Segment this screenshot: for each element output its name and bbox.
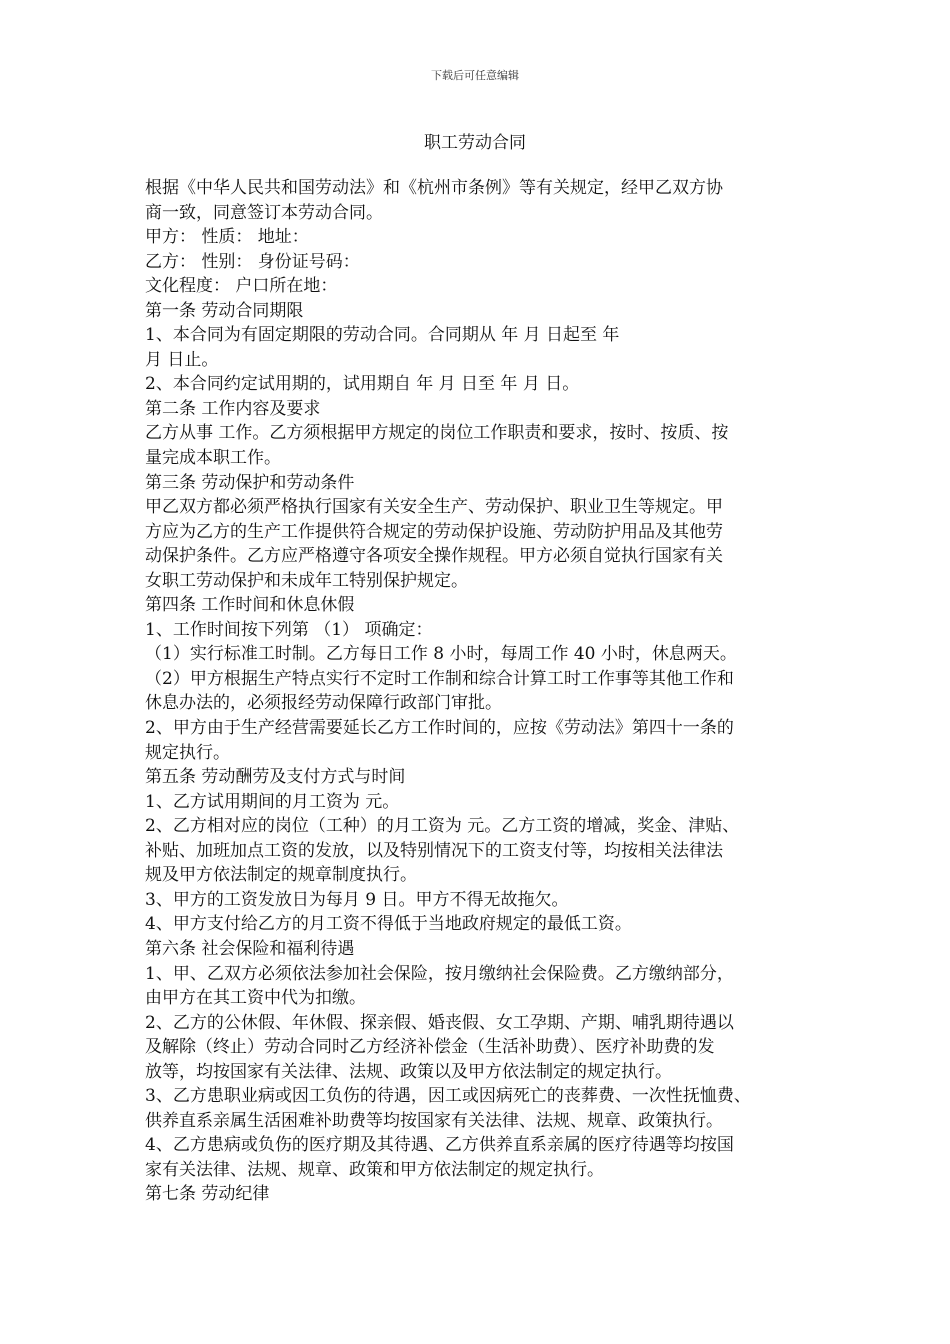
- text-line: 月 日止。: [145, 349, 219, 370]
- text-line: 甲方： 性质： 地址：: [145, 227, 309, 248]
- text-line: （1）实行标准工时制。乙方每日工作 8 小时，每周工作 40 小时，休息两天。: [145, 644, 737, 665]
- text-line: 由甲方在其工资中代为扣缴。: [145, 988, 366, 1009]
- text-line: 1、本合同为有固定期限的劳动合同。合同期从 年 月 日起至 年: [145, 325, 620, 346]
- text-line: 文化程度： 户口所在地：: [145, 276, 338, 297]
- section-heading: 第七条 劳动纪律: [145, 1184, 270, 1205]
- text-line: 乙方： 性别： 身份证号码：: [145, 251, 360, 272]
- section-heading: 第三条 劳动保护和劳动条件: [145, 472, 355, 493]
- section-heading: 第二条 工作内容及要求: [145, 398, 321, 419]
- section-heading: 第一条 劳动合同期限: [145, 300, 304, 321]
- text-line: （2）甲方根据生产特点实行不定时工作制和综合计算工时工作事等其他工作和: [145, 668, 734, 689]
- text-line: 乙方从事 工作。乙方须根据甲方规定的岗位工作职责和要求，按时、按质、按: [145, 423, 729, 444]
- text-line: 1、乙方试用期间的月工资为 元。: [145, 791, 400, 812]
- document-title: 职工劳动合同: [424, 133, 526, 153]
- text-line: 供养直系亲属生活困难补助费等均按国家有关法律、法规、规章、政策执行。: [145, 1110, 723, 1131]
- text-line: 商一致，同意签订本劳动合同。: [145, 202, 383, 223]
- text-line: 1、工作时间按下列第 （1） 项确定：: [145, 619, 433, 640]
- text-line: 动保护条件。乙方应严格遵守各项安全操作规程。甲方必须自觉执行国家有关: [145, 546, 723, 567]
- text-line: 4、甲方支付给乙方的月工资不得低于当地政府规定的最低工资。: [145, 914, 632, 935]
- text-line: 2、甲方由于生产经营需要延长乙方工作时间的，应按《劳动法》第四十一条的: [145, 718, 734, 739]
- text-line: 放等，均按国家有关法律、法规、政策以及甲方依法制定的规定执行。: [145, 1061, 672, 1082]
- text-line: 补贴、加班加点工资的发放，以及特别情况下的工资支付等，均按相关法律法: [145, 840, 723, 861]
- header-note: 下载后可任意编辑: [431, 69, 519, 82]
- text-line: 规及甲方依法制定的规章制度执行。: [145, 865, 417, 886]
- text-line: 甲乙双方都必须严格执行国家有关安全生产、劳动保护、职业卫生等规定。甲: [145, 497, 723, 518]
- text-line: 方应为乙方的生产工作提供符合规定的劳动保护设施、劳动防护用品及其他劳: [145, 521, 723, 542]
- text-line: 规定执行。: [145, 742, 230, 763]
- text-line: 3、甲方的工资发放日为每月 9 日。甲方不得无故拖欠。: [145, 889, 569, 910]
- text-line: 4、乙方患病或负伤的医疗期及其待遇、乙方供养直系亲属的医疗待遇等均按国: [145, 1135, 734, 1156]
- text-line: 根据《中华人民共和国劳动法》和《杭州市条例》等有关规定，经甲乙双方协: [145, 178, 723, 198]
- text-line: 2、乙方相对应的岗位（工种）的月工资为 元。乙方工资的增减，奖金、津贴、: [145, 816, 740, 837]
- text-line: 3、乙方患职业病或因工负伤的待遇，因工或因病死亡的丧葬费、一次性抚恤费、: [145, 1086, 751, 1107]
- section-heading: 第四条 工作时间和休息休假: [145, 595, 355, 616]
- text-line: 2、乙方的公休假、年休假、探亲假、婚丧假、女工孕期、产期、哺乳期待遇以: [145, 1012, 734, 1033]
- text-line: 家有关法律、法规、规章、政策和甲方依法制定的规定执行。: [145, 1159, 604, 1180]
- section-heading: 第六条 社会保险和福利待遇: [145, 938, 355, 959]
- section-heading: 第五条 劳动酬劳及支付方式与时间: [145, 767, 406, 788]
- text-line: 及解除（终止）劳动合同时乙方经济补偿金（生活补助费）、医疗补助费的发: [145, 1037, 715, 1058]
- text-line: 1、甲、乙双方必须依法参加社会保险，按月缴纳社会保险费。乙方缴纳部分，: [145, 963, 734, 984]
- text-line: 量完成本职工作。: [145, 448, 281, 469]
- text-line: 休息办法的，必须报经劳动保障行政部门审批。: [145, 693, 502, 714]
- text-line: 2、本合同约定试用期的，试用期自 年 月 日至 年 月 日。: [145, 374, 580, 395]
- document-body: [145, 176, 820, 1207]
- text-line: 女职工劳动保护和未成年工特别保护规定。: [145, 570, 468, 591]
